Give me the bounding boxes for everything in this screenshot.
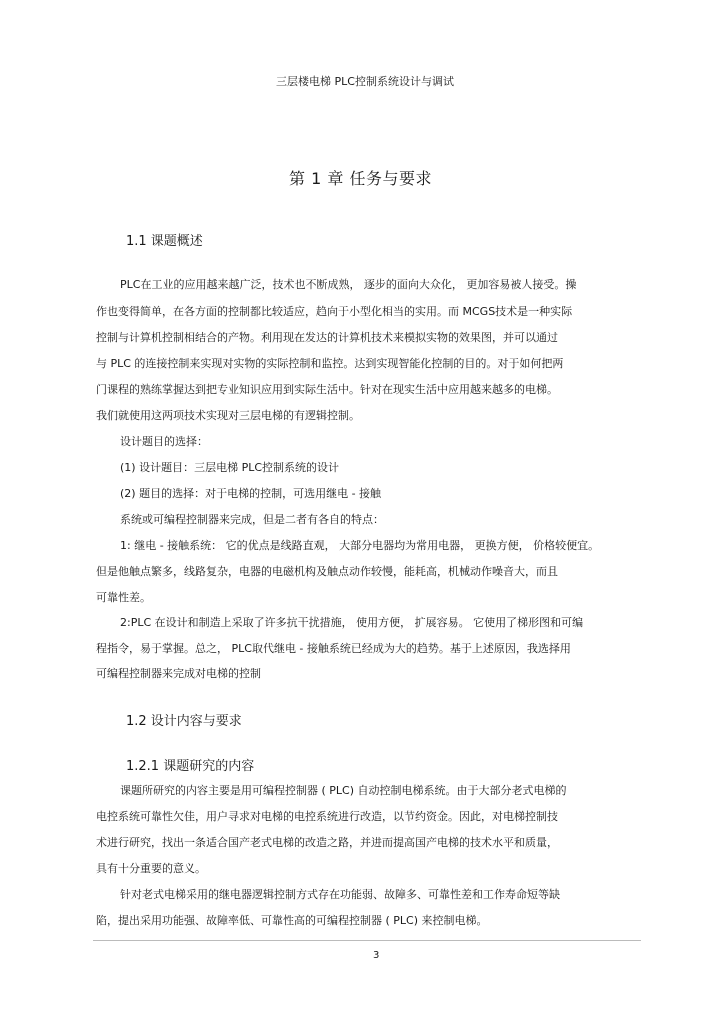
paragraph-line: 我们就使用这两项技术实现对三层电梯的有逻辑控制。 xyxy=(96,409,360,422)
paragraph-line: 1: 继电 - 接触系统： 它的优点是线路直观， 大部分电器均为常用电器， 更换方便， 价格较便宜。 xyxy=(120,539,600,552)
selection-line: (1) 设计题目：三层电梯 PLC控制系统的设计 xyxy=(120,461,340,474)
paragraph-line: 程指令，易于掌握。总之， PLC取代继电 - 接触系统已经成为大的趋势。基于上述原因，我选择用 xyxy=(96,642,571,655)
paragraph-line: 门课程的熟练掌握达到把专业知识应用到实际生活中。针对在现实生活中应用越来越多的电梯。 xyxy=(96,383,558,396)
page-number: 3 xyxy=(373,950,380,961)
paragraph-line: 可靠性差。 xyxy=(96,591,151,604)
chapter-title: 第 1 章 任务与要求 xyxy=(289,169,432,188)
selection-line: 设计题目的选择： xyxy=(120,435,208,448)
selection-line: (2) 题目的选择：对于电梯的控制，可选用继电 - 接触 xyxy=(120,487,382,500)
selection-line: 系统或可编程控制器来完成，但是二者有各自的特点： xyxy=(120,513,384,526)
paragraph-line: PLC在工业的应用越来越广泛，技术也不断成熟， 逐步的面向大众化， 更加容易被人接受。操 xyxy=(120,278,577,291)
paragraph-line: 针对老式电梯采用的继电器逻辑控制方式存在功能弱、故障多、可靠性差和工作寿命短等缺 xyxy=(120,888,560,901)
paragraph-line: 与 PLC 的连接控制来实现对实物的实际控制和监控。达到实现智能化控制的目的。对于如何把两 xyxy=(96,357,564,370)
paragraph-line: 具有十分重要的意义。 xyxy=(96,862,206,875)
running-header: 三层楼电梯 PLC控制系统设计与调试 xyxy=(276,75,454,88)
section-heading-1-1: 1.1 课题概述 xyxy=(126,234,203,249)
paragraph-line: 课题所研究的内容主要是用可编程控制器 ( PLC) 自动控制电梯系统。由于大部分老式电梯的 xyxy=(120,784,567,797)
footer-divider xyxy=(93,940,641,941)
paragraph-line: 作也变得简单，在各方面的控制都比较适应，趋向于小型化相当的实用。而 MCGS技术是一种实际 xyxy=(96,305,573,318)
paragraph-line: 可编程控制器来完成对电梯的控制 xyxy=(96,667,261,680)
paragraph-line: 2:PLC 在设计和制造上采取了许多抗干扰措施， 使用方便， 扩展容易。 它使用了梯形图和可编 xyxy=(120,616,584,629)
paragraph-line: 但是他触点繁多，线路复杂，电器的电磁机构及触点动作较慢，能耗高，机械动作噪音大，而且 xyxy=(96,565,558,578)
section-heading-1-2-1: 1.2.1 课题研究的内容 xyxy=(126,759,255,774)
paragraph-line: 控制与计算机控制相结合的产物。利用现在发达的计算机技术来模拟实物的效果图，并可以通过 xyxy=(96,331,558,344)
paragraph-line: 电控系统可靠性欠佳，用户寻求对电梯的电控系统进行改造，以节约资金。因此，对电梯控制技 xyxy=(96,810,558,823)
paragraph-line: 陷，提出采用功能强、故障率低、可靠性高的可编程控制器 ( PLC) 来控制电梯。 xyxy=(96,914,488,927)
paragraph-line: 术进行研究，找出一条适合国产老式电梯的改造之路，并进而提高国产电梯的技术水平和质量， xyxy=(96,836,558,849)
section-heading-1-2: 1.2 设计内容与要求 xyxy=(126,714,242,729)
